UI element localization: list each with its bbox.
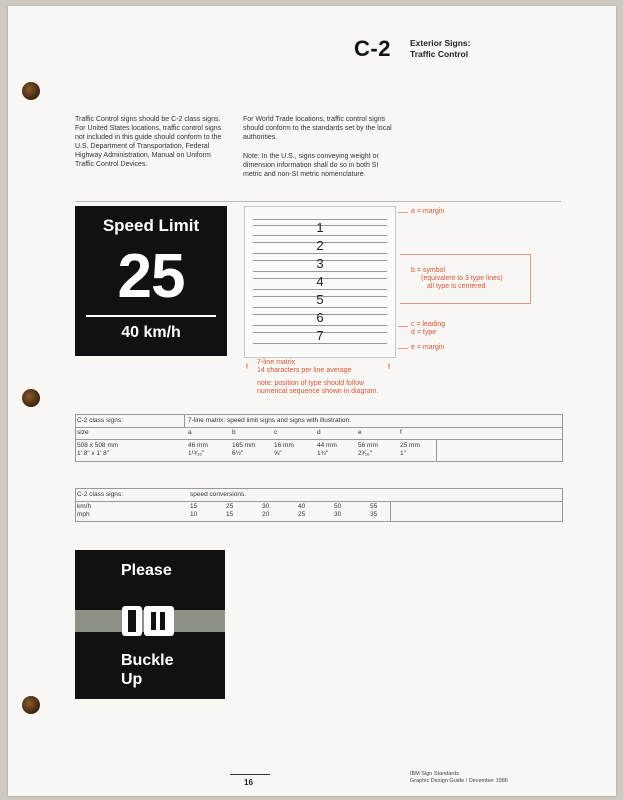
table1-size-metric: 508 x 508 mm	[77, 442, 119, 449]
label-b-line3: all type is centered	[427, 283, 486, 290]
binder-hole-bottom	[22, 696, 40, 714]
binder-hole-top	[22, 82, 40, 100]
dimension-table	[75, 414, 563, 462]
speed-limit-metric: 40 km/h	[121, 324, 181, 341]
table2-divider	[390, 501, 391, 521]
table2-kmh-label: km/h	[77, 503, 92, 510]
matrix-row-6: 6	[316, 310, 324, 325]
footer-caption	[410, 771, 508, 785]
speed-conversion-table	[75, 488, 563, 522]
matrix-note-line2: 14 characters per line average	[257, 367, 352, 374]
matrix-row-2: 2	[316, 238, 324, 253]
table2-mph-6: 35	[370, 511, 378, 518]
section-title	[410, 38, 470, 60]
table1-size-label: size	[77, 429, 89, 436]
table1-metric-a: 46 mm	[188, 442, 208, 449]
table1-metric-b: 165 mm	[232, 442, 256, 449]
label-f-right: f	[388, 364, 390, 371]
table1-col-a: a	[188, 429, 192, 436]
buckle-sign-top-text: Please	[121, 562, 172, 579]
matrix-line	[253, 307, 387, 308]
table1-imperial-c: ⅝"	[274, 450, 282, 457]
leading-line	[398, 326, 408, 327]
label-b-symbol	[411, 267, 503, 291]
table2-right-title: speed conversions.	[190, 491, 247, 498]
table1-imperial-f: 1"	[400, 450, 406, 457]
label-a-margin: a = margin	[411, 208, 445, 215]
matrix-line	[253, 343, 387, 344]
table2-kmh-1: 15	[190, 503, 198, 510]
table1-left-title: C-2 class signs:	[77, 417, 123, 424]
table1-col-c: c	[274, 429, 278, 436]
label-d-type: d = type	[411, 329, 437, 336]
label-e-margin: e = margin	[411, 344, 445, 351]
table1-imperial-e: 2³⁄₁₆"	[358, 450, 372, 457]
matrix-line	[253, 271, 387, 272]
matrix-line	[253, 235, 387, 236]
intro-right-p2: Note: In the U.S., signs conveying weight or dimension information shall do so in both SI metric and non-SI metric nomenclature.	[243, 153, 379, 178]
footer-page-rule	[230, 774, 270, 775]
matrix-row-3: 3	[316, 256, 324, 271]
buckle-sign-line1: Buckle	[121, 652, 174, 669]
matrix-row-7: 7	[316, 328, 324, 343]
table1-metric-f: 25 mm	[400, 442, 420, 449]
matrix-line	[253, 253, 387, 254]
label-f-left: f	[246, 364, 248, 371]
table1-divider	[184, 415, 185, 427]
table2-kmh-6: 55	[370, 503, 378, 510]
table1-metric-c: 16 mm	[274, 442, 294, 449]
table1-imperial-a: 1¹³⁄₁₆"	[188, 450, 205, 457]
table1-metric-d: 44 mm	[317, 442, 337, 449]
divider	[75, 201, 561, 202]
table2-mph-2: 15	[226, 511, 234, 518]
table1-divider	[436, 439, 437, 461]
table1-col-f: f	[400, 429, 402, 436]
table1-imperial-d: 1¾"	[317, 450, 329, 457]
section-code: C-2	[354, 36, 391, 61]
intro-left: Traffic Control signs should be C-2 class signs. For United States locations, traffic control signs not included in this guide should conform to the U.S. Department of Transportation, Federal Highway Administration, Manual on Uniform Traffic Control Devices.	[75, 116, 222, 168]
margin-a-line	[398, 212, 408, 213]
buckle-sign-line2: Up	[121, 671, 143, 688]
binder-hole-middle	[22, 389, 40, 407]
table2-kmh-4: 40	[298, 503, 306, 510]
table2-mph-3: 20	[262, 511, 270, 518]
matrix-row-1: 1	[316, 220, 324, 235]
table2-mph-5: 30	[334, 511, 342, 518]
section-title-line1: Exterior Signs:	[410, 38, 471, 48]
speed-limit-sign	[75, 206, 227, 356]
margin-e-line	[398, 348, 408, 349]
label-b-line1: b = symbol	[411, 267, 446, 274]
table1-size-imperial: 1' 8" x 1' 8"	[77, 450, 110, 457]
table2-kmh-5: 50	[334, 503, 342, 510]
table1-col-b: b	[232, 429, 236, 436]
table2-kmh-2: 25	[226, 503, 234, 510]
table1-rule	[76, 427, 562, 428]
speed-limit-number: 25	[117, 242, 185, 311]
label-b-line2: (equivalent to 3 type lines)	[421, 275, 503, 282]
table1-metric-e: 56 mm	[358, 442, 378, 449]
matrix-note-line3: note: position of type should follow	[257, 380, 365, 387]
footer-line1: IBM Sign Standards	[410, 771, 459, 777]
matrix-note	[257, 359, 378, 396]
table2-mph-4: 25	[298, 511, 306, 518]
section-title-line2: Traffic Control	[410, 49, 469, 59]
table2-mph-1: 10	[190, 511, 198, 518]
footer-line2: Graphic Design Guide / December 1986	[410, 778, 508, 784]
table1-col-d: d	[317, 429, 321, 436]
matrix-row-4: 4	[316, 274, 324, 289]
seatbelt-buckle-icon	[121, 605, 175, 637]
matrix-line	[253, 289, 387, 290]
matrix-row-5: 5	[316, 292, 324, 307]
table2-left-title: C-2 class signs:	[77, 491, 123, 498]
intro-right-p1: For World Trade locations, traffic control signs should conform to the standards set by the local authorities.	[243, 116, 392, 141]
table1-col-e: e	[358, 429, 362, 436]
table2-mph-label: mph	[77, 511, 90, 518]
document-page	[8, 6, 616, 796]
table1-right-title: 7-line matrix: speed limit signs and signs with illustration.	[188, 417, 351, 424]
page-number: 16	[244, 778, 253, 787]
speed-limit-divider	[86, 315, 216, 317]
label-c-leading: c = leading	[411, 321, 446, 328]
matrix-note-line4: numerical sequence shown in diagram.	[257, 388, 379, 395]
table2-rule	[76, 501, 562, 502]
buckle-sign-bottom-text	[121, 651, 173, 689]
table1-imperial-b: 6½"	[232, 450, 244, 457]
table2-kmh-3: 30	[262, 503, 270, 510]
buckle-up-sign	[75, 550, 225, 699]
matrix-line	[253, 325, 387, 326]
speed-limit-title: Speed Limit	[102, 216, 200, 235]
table1-rule	[76, 439, 562, 440]
matrix-note-line1: 7-line matrix	[257, 359, 296, 366]
matrix-diagram	[244, 206, 396, 358]
